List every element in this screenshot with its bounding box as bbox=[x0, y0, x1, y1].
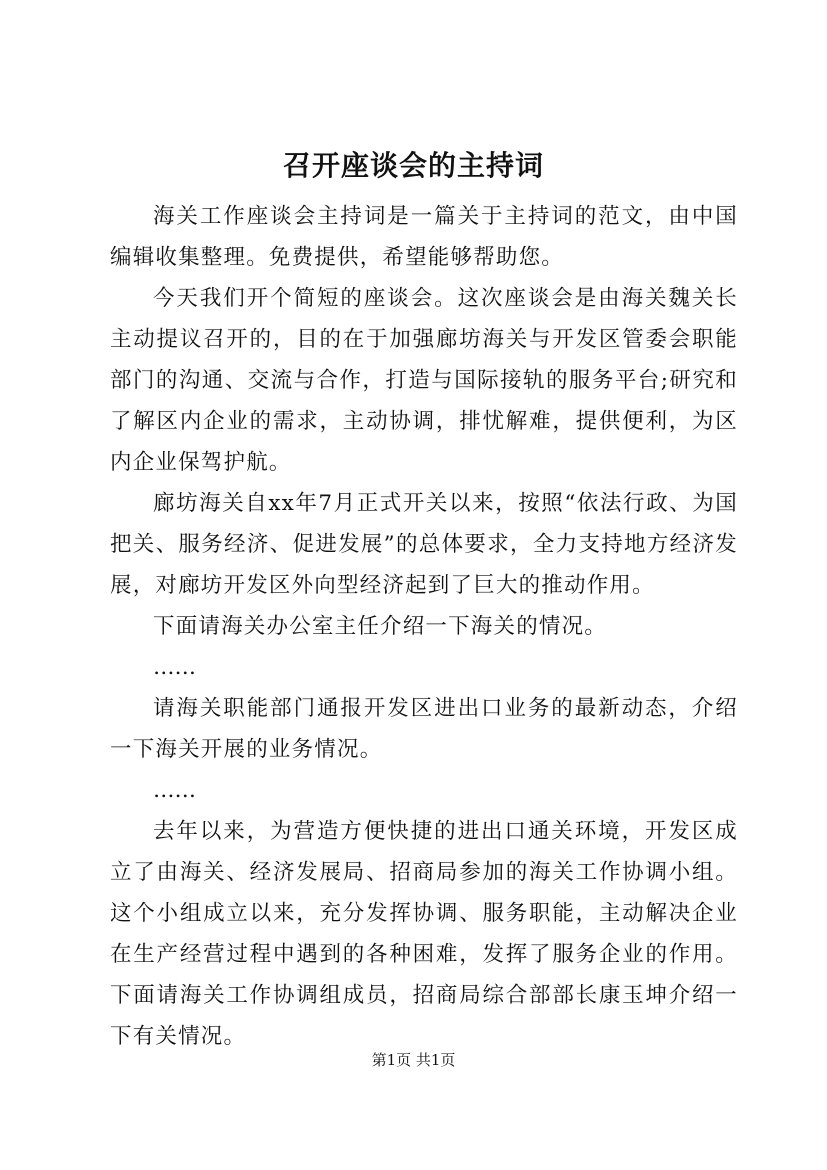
page-footer: 第1页 共1页 bbox=[371, 1051, 456, 1069]
ellipsis-2: …… bbox=[153, 778, 196, 803]
paragraph-office-director: 下面请海关办公室主任介绍一下海关的情况。 bbox=[153, 614, 608, 639]
document-title: 召开座谈会的主持词 bbox=[282, 149, 544, 182]
paragraph-customs-history: 廊坊海关自xx年7月正式开关以来，按照“依法行政、为国把关、服务经济、促进发展”的总体要求，全力支持地方经济发展，对廊坊开发区外向型经济起到了巨大的推动作用。 bbox=[110, 491, 738, 598]
paragraph-intro: 海关工作座谈会主持词是一篇关于主持词的范文，由中国编辑收集整理。免费提供，希望能够帮助您。 bbox=[110, 204, 738, 270]
paragraph-business-report: 请海关职能部门通报开发区进出口业务的最新动态，介绍一下海关开展的业务情况。 bbox=[110, 696, 738, 762]
paragraph-meeting-purpose: 今天我们开个简短的座谈会。这次座谈会是由海关魏关长主动提议召开的，目的在于加强廊坊海关与开发区管委会职能部门的沟通、交流与合作，打造与国际接轨的服务平台;研究和了解区内企业的需求，主动协调，排忧解难，提供便利，为区内企业保驾护航。 bbox=[110, 286, 738, 475]
document-body bbox=[110, 196, 738, 1057]
paragraph-coordination-group: 去年以来，为营造方便快捷的进出口通关环境，开发区成立了由海关、经济发展局、招商局参加的海关工作协调小组。这个小组成立以来，充分发挥协调、服务职能，主动解决企业在生产经营过程中遇到的各种困难，发挥了服务企业的作用。下面请海关工作协调组成员，招商局综合部部长康玉坤介绍一下有关情况。 bbox=[110, 819, 738, 1049]
ellipsis-1: …… bbox=[153, 655, 196, 680]
